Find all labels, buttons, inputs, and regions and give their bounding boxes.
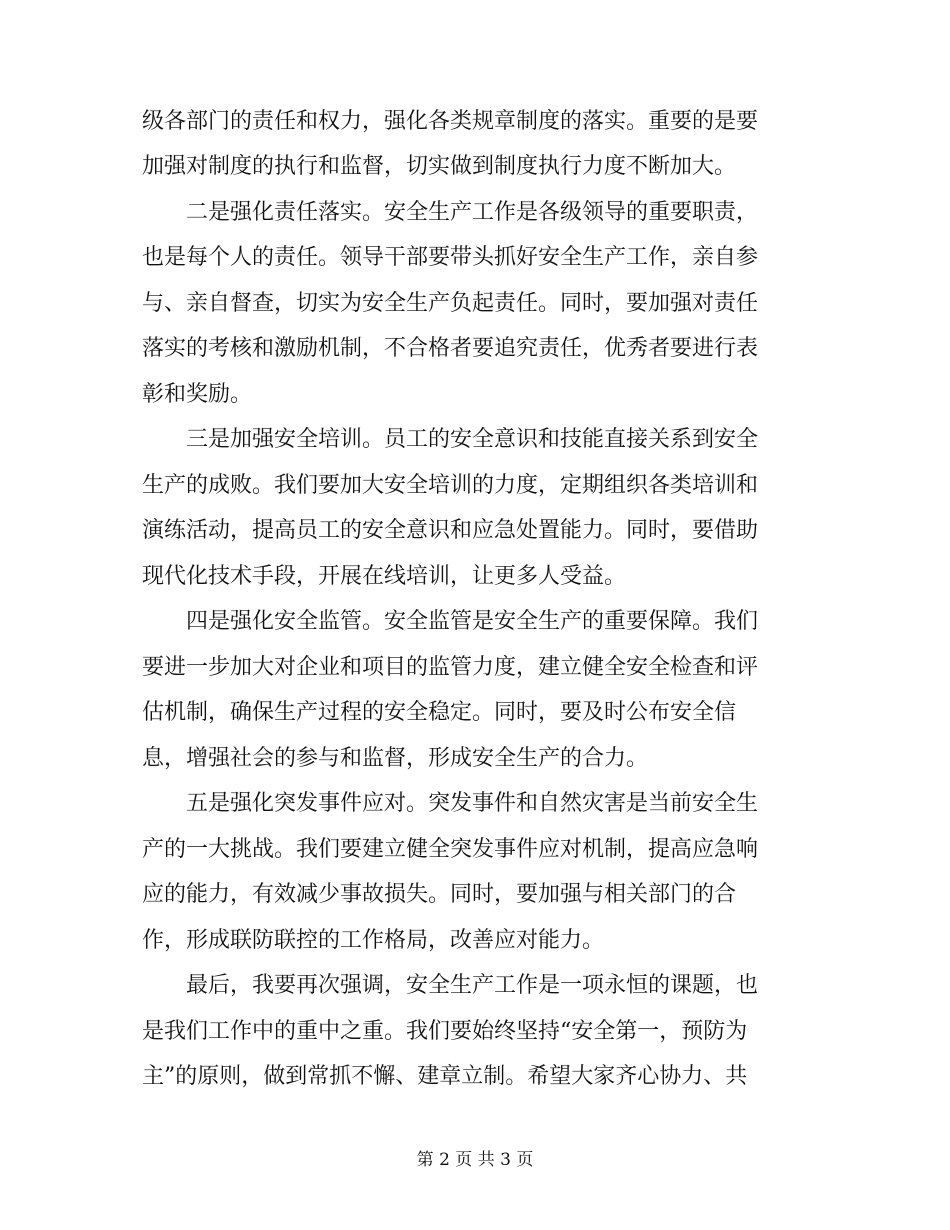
- paragraph-line: 应的能力，有效减少事故损失。同时，要加强与相关部门的合: [142, 882, 737, 907]
- paragraph-line: 三是加强安全培训。员工的安全意识和技能直接关系到安全: [186, 427, 759, 452]
- paragraph-line: 也是每个人的责任。领导干部要带头抓好安全生产工作，亲自参: [142, 245, 759, 270]
- paragraph-line: 加强对制度的执行和监督，切实做到制度执行力度不断加大。: [142, 154, 737, 179]
- paragraph-line: 演练活动，提高员工的安全意识和应急处置能力。同时，要借助: [142, 518, 759, 543]
- paragraph-line: 落实的考核和激励机制，不合格者要追究责任，优秀者要进行表: [142, 336, 759, 361]
- paragraph-line: 四是强化安全监管。安全监管是安全生产的重要保障。我们: [186, 609, 759, 634]
- paragraph-line: 与、亲自督查，切实为安全生产负起责任。同时，要加强对责任: [142, 291, 759, 316]
- paragraph-line: 二是强化责任落实。安全生产工作是各级领导的重要职责，: [186, 200, 759, 225]
- paragraph-line: 作，形成联防联控的工作格局，改善应对能力。: [142, 928, 605, 953]
- paragraph-line: 生产的成败。我们要加大安全培训的力度，定期组织各类培训和: [142, 473, 759, 498]
- paragraph-line: 是我们工作中的重中之重。我们要始终坚持“安全第一，预防为: [142, 1019, 748, 1044]
- paragraph-line: 息，增强社会的参与和监督，形成安全生产的合力。: [142, 746, 649, 771]
- page-footer: 第 2 页 共 3 页: [416, 1150, 534, 1170]
- paragraph-line: 彰和奖励。: [142, 382, 253, 407]
- paragraph-line: 现代化技术手段，开展在线培训，让更多人受益。: [142, 564, 627, 589]
- paragraph-line: 最后，我要再次强调，安全生产工作是一项永恒的课题，也: [186, 973, 759, 998]
- paragraph-line: 产的一大挑战。我们要建立健全突发事件应对机制，提高应急响: [142, 837, 759, 862]
- paragraph-line: 五是强化突发事件应对。突发事件和自然灾害是当前安全生: [186, 791, 759, 816]
- paragraph-line: 级各部门的责任和权力，强化各类规章制度的落实。重要的是要: [142, 109, 759, 134]
- paragraph-line: 估机制，确保生产过程的安全稳定。同时，要及时公布安全信: [142, 700, 737, 725]
- paragraph-line: 主”的原则，做到常抓不懈、建章立制。希望大家齐心协力、共: [142, 1064, 748, 1089]
- paragraph-line: 要进一步加大对企业和项目的监管力度，建立健全安全检查和评: [142, 655, 759, 680]
